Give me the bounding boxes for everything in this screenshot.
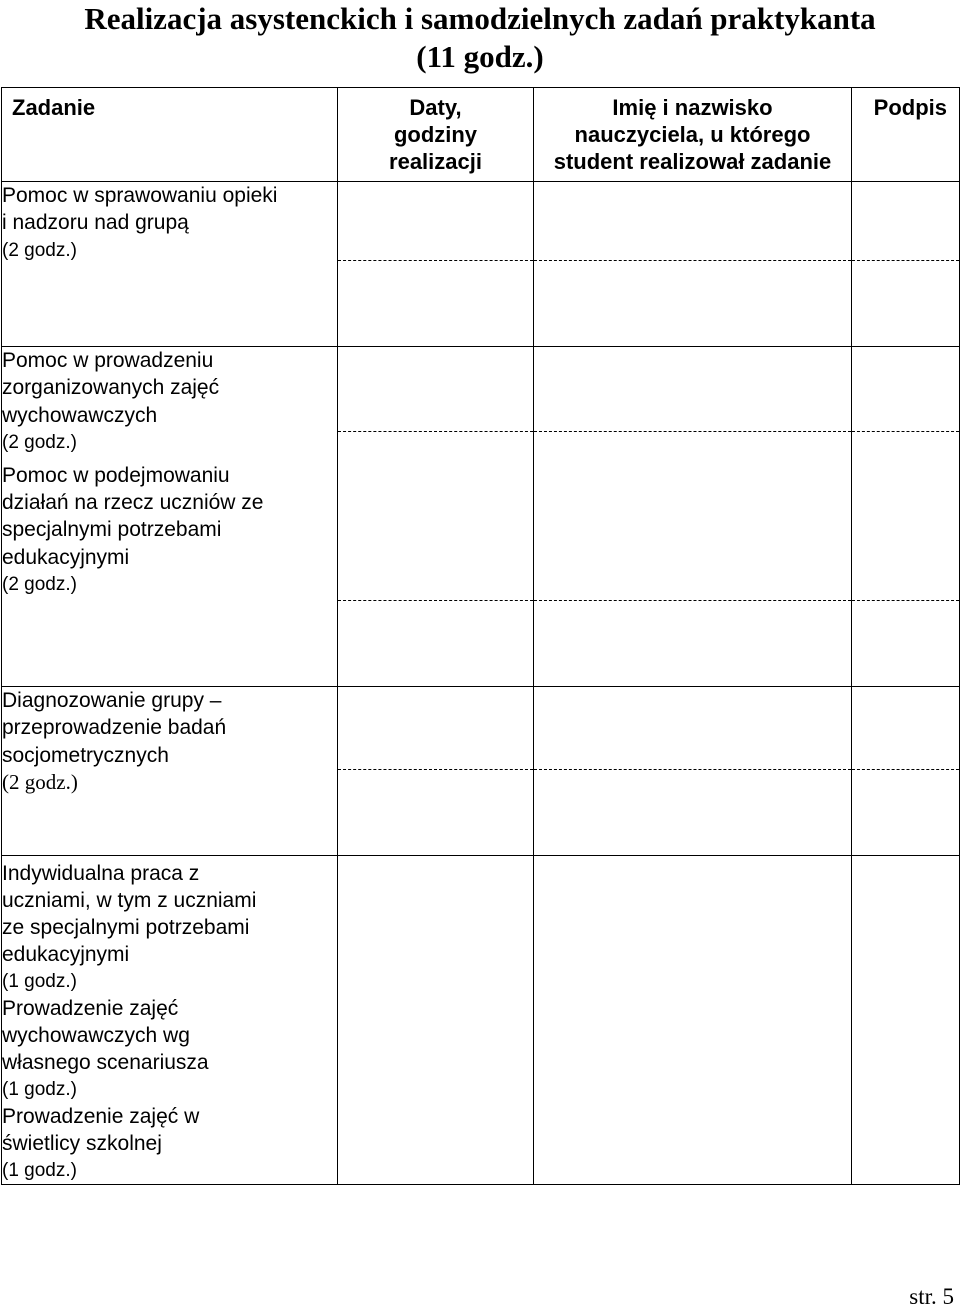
table-row bbox=[2, 347, 960, 687]
task-cell bbox=[2, 856, 338, 1185]
page-number: str. 5 bbox=[909, 1284, 954, 1309]
signature-cell[interactable] bbox=[852, 182, 960, 347]
table-row bbox=[2, 856, 960, 1185]
task-name: Pomoc w prowadzeniu zorganizowanych zajęć wychowawczych bbox=[2, 349, 220, 427]
task-cell bbox=[2, 182, 338, 347]
signature-cell[interactable] bbox=[852, 347, 960, 687]
task-name: Indywidualna praca z uczniami, w tym z uczniami ze specjalnymi potrzebami edukacyjnymi bbox=[2, 862, 257, 966]
teacher-cell[interactable] bbox=[534, 687, 852, 856]
task-name: Pomoc w podejmowaniu działań na rzecz uczniów ze specjalnymi potrzebami edukacyjnymi bbox=[2, 463, 264, 569]
task-hours: (2 godz.) bbox=[2, 574, 77, 596]
header-dates: Daty, godziny realizacji bbox=[338, 88, 534, 182]
header-signature: Podpis bbox=[852, 88, 960, 182]
task-name: Pomoc w sprawowaniu opieki i nadzoru nad grupą bbox=[2, 184, 278, 235]
header-teacher: Imię i nazwisko nauczyciela, u którego student realizował zadanie bbox=[534, 88, 852, 182]
dates-cell[interactable] bbox=[338, 856, 534, 1185]
task-hours: (1 godz.) bbox=[2, 1160, 77, 1181]
header-task: Zadanie bbox=[2, 88, 338, 182]
page-title-line1: Realizacja asystenckich i samodzielnych zadań praktykanta bbox=[84, 1, 876, 36]
task-hours: (2 godz.) bbox=[2, 769, 78, 794]
task-hours: (2 godz.) bbox=[2, 431, 77, 453]
task-hours: (2 godz.) bbox=[2, 239, 77, 261]
dates-cell[interactable] bbox=[338, 182, 534, 347]
task-cell bbox=[2, 347, 338, 687]
signature-cell[interactable] bbox=[852, 856, 960, 1185]
task-hours: (1 godz.) bbox=[2, 971, 77, 992]
task-name: Diagnozowanie grupy – przeprowadzenie badań socjometrycznych bbox=[2, 689, 227, 767]
task-name: Prowadzenie zajęć w świetlicy szkolnej bbox=[2, 1105, 200, 1155]
teacher-cell[interactable] bbox=[534, 347, 852, 687]
signature-cell[interactable] bbox=[852, 687, 960, 856]
page-title bbox=[0, 0, 960, 76]
table-row bbox=[2, 182, 960, 347]
page-title-line2: (11 godz.) bbox=[416, 39, 544, 74]
teacher-cell[interactable] bbox=[534, 182, 852, 347]
dates-cell[interactable] bbox=[338, 347, 534, 687]
task-name: Prowadzenie zajęć wychowawczych wg własnego scenariusza bbox=[2, 997, 209, 1074]
teacher-cell[interactable] bbox=[534, 856, 852, 1185]
table-row bbox=[2, 687, 960, 856]
tasks-table bbox=[1, 87, 960, 1185]
task-hours: (1 godz.) bbox=[2, 1079, 77, 1100]
table-header-row bbox=[2, 88, 960, 182]
task-cell bbox=[2, 687, 338, 856]
dates-cell[interactable] bbox=[338, 687, 534, 856]
